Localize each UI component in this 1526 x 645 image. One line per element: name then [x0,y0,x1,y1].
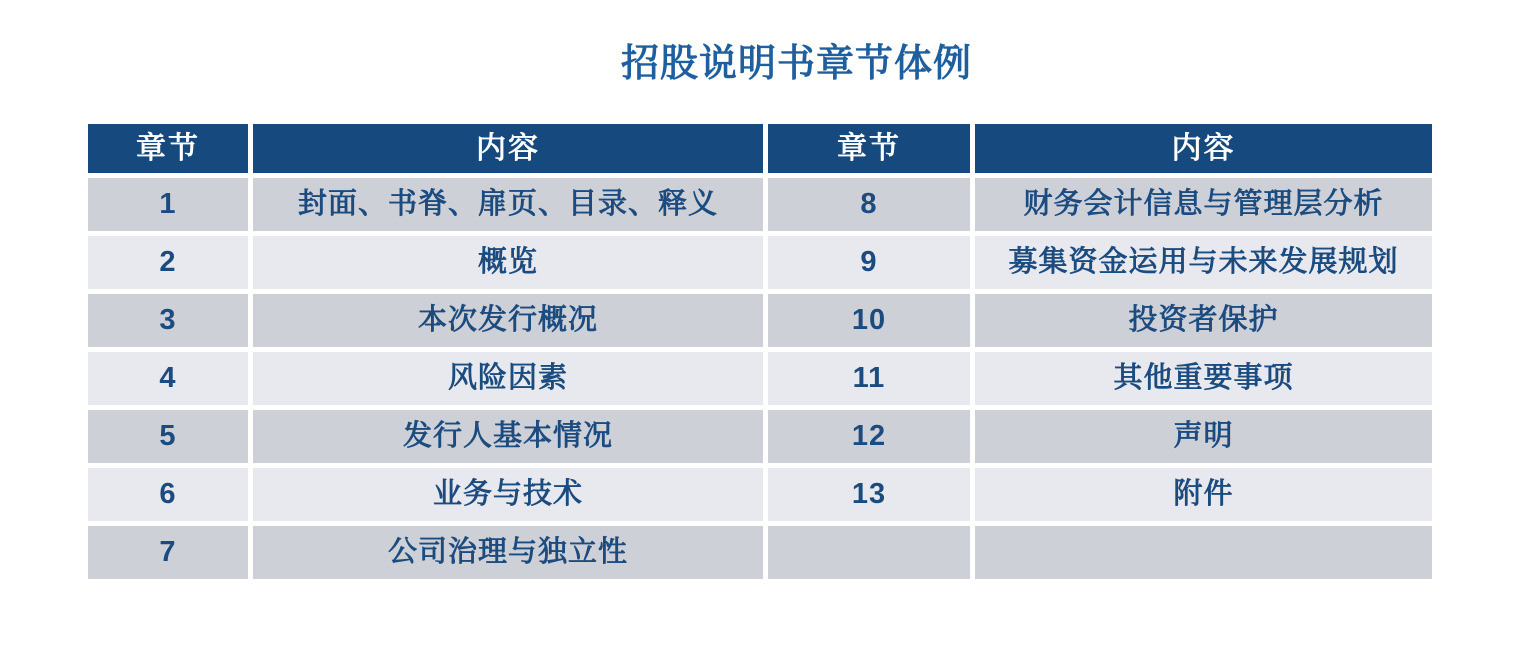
content-cell: 声明 [975,410,1432,463]
content-cell: 募集资金运用与未来发展规划 [975,236,1432,289]
chapter-cell-empty [768,526,970,579]
header-cell-chapter-right: 章节 [768,124,970,173]
content-cell-empty [975,526,1432,579]
chapter-cell: 10 [768,294,970,347]
chapter-cell: 1 [88,178,248,231]
content-cell: 投资者保护 [975,294,1432,347]
chapter-cell: 12 [768,410,970,463]
header-cell-chapter-left: 章节 [88,124,248,173]
content-cell: 发行人基本情况 [253,410,763,463]
content-cell: 本次发行概况 [253,294,763,347]
chapter-cell: 8 [768,178,970,231]
chapter-cell: 7 [88,526,248,579]
chapter-cell: 9 [768,236,970,289]
header-cell-content-left: 内容 [253,124,763,173]
content-cell: 其他重要事项 [975,352,1432,405]
page-title: 招股说明书章节体例 [620,43,972,85]
content-cell: 附件 [975,468,1432,521]
header-cell-content-right: 内容 [975,124,1432,173]
content-cell: 业务与技术 [253,468,763,521]
chapter-cell: 11 [768,352,970,405]
content-cell: 概览 [253,236,763,289]
chapter-cell: 3 [88,294,248,347]
chapter-cell: 2 [88,236,248,289]
content-cell: 财务会计信息与管理层分析 [975,178,1432,231]
content-cell: 风险因素 [253,352,763,405]
content-cell: 公司治理与独立性 [253,526,763,579]
chapter-cell: 4 [88,352,248,405]
chapter-cell: 13 [768,468,970,521]
chapter-cell: 5 [88,410,248,463]
chapter-structure-table [88,124,1432,579]
content-cell: 封面、书脊、扉页、目录、释义 [253,178,763,231]
chapter-cell: 6 [88,468,248,521]
